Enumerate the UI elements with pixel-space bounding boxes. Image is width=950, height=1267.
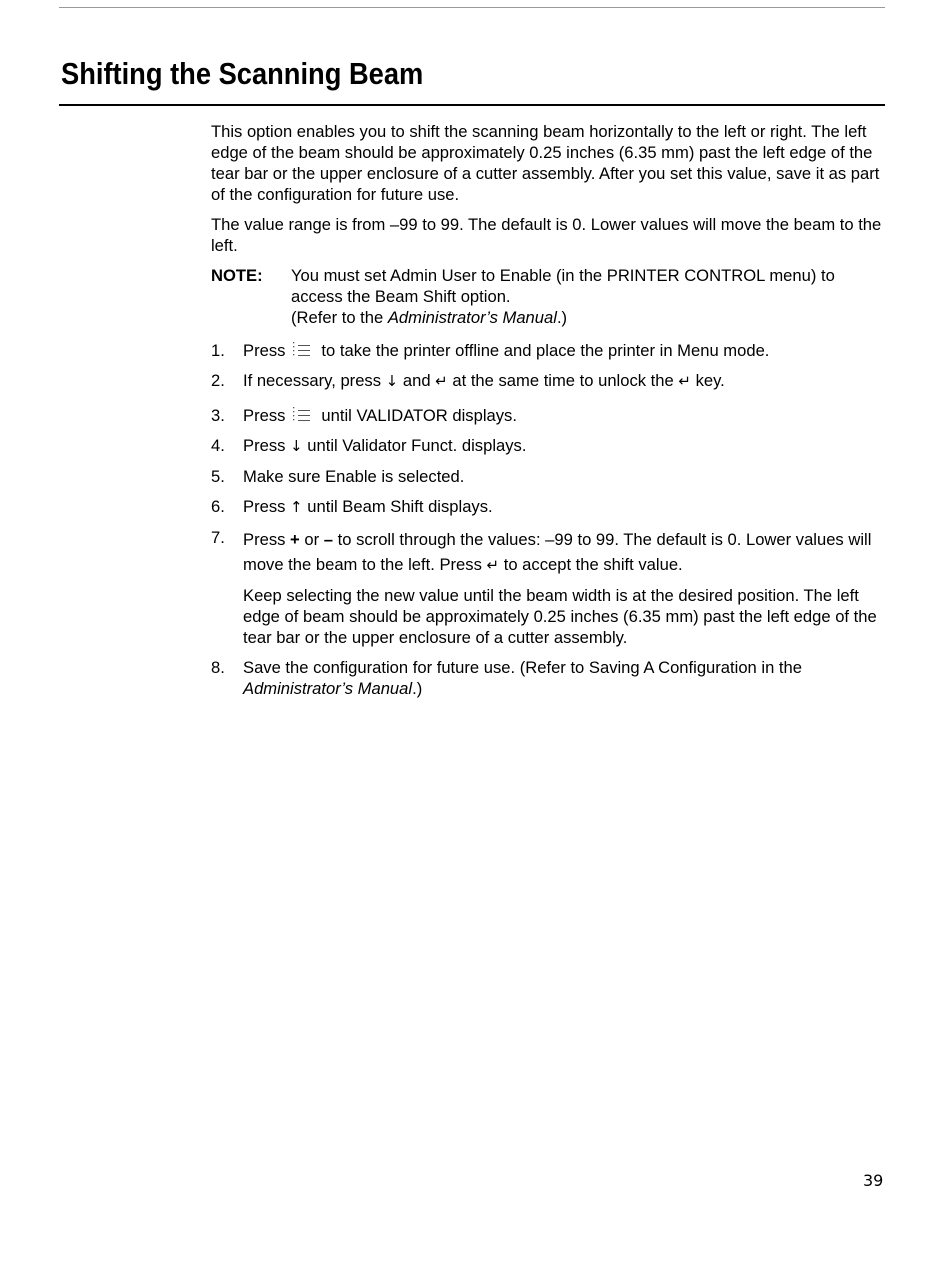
enter-key-icon: ↵ <box>435 372 448 390</box>
step-2 <box>211 370 885 392</box>
step-7 <box>211 527 885 648</box>
step-text <box>243 496 885 518</box>
step-number: 3. <box>211 406 225 425</box>
step-7-text-a: Press <box>243 530 286 549</box>
step-4-text-a: Press <box>243 436 286 455</box>
note-ref-suffix: .) <box>556 308 568 327</box>
down-arrow-icon: ↓ <box>290 437 303 455</box>
minus-key-label: – <box>323 530 333 549</box>
step-7-text-b: or <box>304 530 320 549</box>
note-label: NOTE: <box>211 266 263 285</box>
step-1 <box>211 340 885 361</box>
step-number: 4. <box>211 436 225 455</box>
step-2-text-b: and <box>402 371 431 390</box>
step-2-text-a: If necessary, press <box>243 371 382 390</box>
step-6 <box>211 496 885 518</box>
step-6-text-a: Press <box>243 497 286 516</box>
step-3-text-b: until VALIDATOR displays. <box>321 406 517 425</box>
step-7-text-c: to scroll through the values: –99 to 99. The default is 0. Lower values will move the beam to the left. Press <box>243 530 872 574</box>
step-text <box>243 370 885 392</box>
step-text <box>243 405 885 426</box>
step-text <box>243 435 885 457</box>
step-5 <box>211 466 885 487</box>
note-ref-prefix: (Refer to the <box>291 308 388 327</box>
step-2-text-d: key. <box>695 371 725 390</box>
step-number: 7. <box>211 528 225 547</box>
enter-key-icon: ↵ <box>486 556 500 574</box>
step-number: 8. <box>211 658 225 677</box>
enter-key-icon: ↵ <box>678 372 691 390</box>
header-rule <box>59 7 885 8</box>
steps-list <box>211 340 885 699</box>
page-number: 39 <box>863 1171 884 1190</box>
step-3 <box>211 405 885 426</box>
step-8-text-a: Save the configuration for future use. (Refer to Saving A Configuration in the <box>243 658 802 677</box>
note-text <box>291 265 885 328</box>
menu-list-icon <box>292 406 312 422</box>
step-1-text-a: Press <box>243 341 286 360</box>
step-7-text-d: to accept the shift value. <box>503 555 683 574</box>
manual-title: Administrator’s Manual <box>243 679 413 698</box>
step-number: 6. <box>211 497 225 516</box>
step-1-text-b: to take the printer offline and place the printer in Menu mode. <box>321 341 770 360</box>
step-3-text-a: Press <box>243 406 286 425</box>
step-text <box>243 657 885 699</box>
content-body <box>211 121 885 708</box>
plus-key-label: + <box>290 530 300 549</box>
step-text: Make sure Enable is selected. <box>243 467 465 486</box>
step-7-detail: Keep selecting the new value until the beam width is at the desired position. The left edge of beam should be approximately 0.25 inches (6.35 mm) past the left edge of the tear bar or the upper enclosure of a cutter assembly. <box>243 586 877 647</box>
step-number: 5. <box>211 467 225 486</box>
step-8 <box>211 657 885 699</box>
up-arrow-icon: ↑ <box>290 498 303 516</box>
step-8-text-b: .) <box>412 679 423 698</box>
step-7-main <box>243 530 871 574</box>
title-underline <box>59 104 885 106</box>
step-2-text-c: at the same time to unlock the <box>452 371 674 390</box>
step-4-text-b: until Validator Funct. displays. <box>307 436 527 455</box>
note-ref-title: Administrator’s Manual <box>387 308 557 327</box>
step-text <box>243 340 885 361</box>
note-block <box>211 265 885 328</box>
step-6-text-b: until Beam Shift displays. <box>307 497 493 516</box>
down-arrow-icon: ↓ <box>385 372 399 390</box>
step-number: 1. <box>211 341 225 360</box>
page-title: Shifting the Scanning Beam <box>61 56 424 91</box>
step-number: 2. <box>211 371 225 390</box>
note-body: You must set Admin User to Enable (in the PRINTER CONTROL menu) to access the Beam Shift option. <box>291 266 835 306</box>
step-text <box>243 527 885 648</box>
menu-list-icon <box>292 341 312 357</box>
step-4 <box>211 435 885 457</box>
intro-paragraph: This option enables you to shift the scanning beam horizontally to the left or right. The left edge of the beam should be approximately 0.25 inches (6.35 mm) past the left edge of the tear bar or the upper enclosure of a cutter assembly. After you set this value, save it as part of the configuration for future use. <box>211 122 880 204</box>
range-paragraph: The value range is from –99 to 99. The default is 0. Lower values will move the beam to the left. <box>211 215 882 255</box>
